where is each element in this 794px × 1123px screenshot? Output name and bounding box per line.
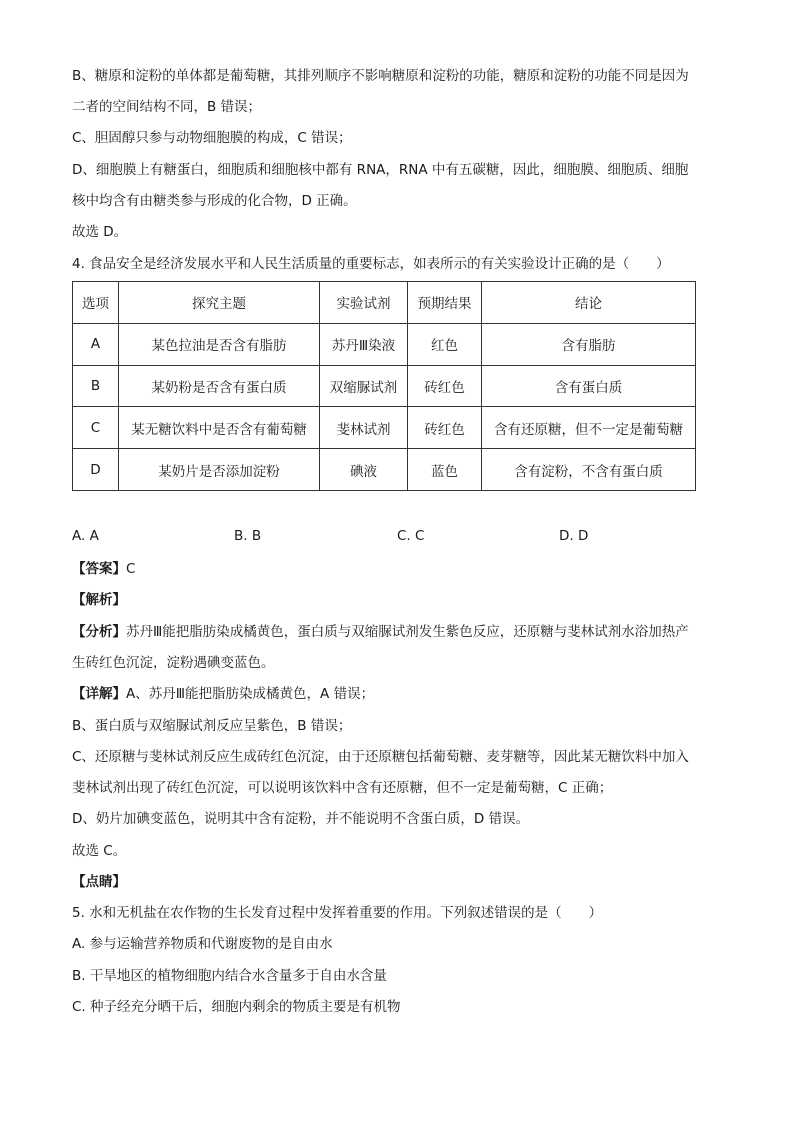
cell-result: 砖红色 bbox=[408, 407, 482, 449]
cell-result: 砖红色 bbox=[408, 365, 482, 407]
experiment-table bbox=[72, 281, 696, 491]
explanation-c-line: C、胆固醇只参与动物细胞膜的构成，C 错误； bbox=[72, 130, 352, 146]
explanation-d-line-2: 核中均含有由糖类参与形成的化合物，D 正确。 bbox=[72, 193, 357, 209]
cell-topic: 某无糖饮料中是否含有葡萄糖 bbox=[119, 407, 320, 449]
explanation-b-line-2: 二者的空间结构不同，B 错误； bbox=[72, 99, 262, 115]
table-row bbox=[73, 365, 696, 407]
question-5-option-b: B. 干旱地区的植物细胞内结合水含量多于自由水含量 bbox=[72, 968, 387, 984]
cell-topic: 某色拉油是否含有脂肪 bbox=[119, 323, 320, 365]
question-4-stem: 4. 食品安全是经济发展水平和人民生活质量的重要标志，如表所示的有关实验设计正确的是（ ） bbox=[72, 256, 670, 272]
fenxi-line-1 bbox=[72, 622, 689, 642]
explanation-b-line-1: B、糖原和淀粉的单体都是葡萄糖，其排列顺序不影响糖原和淀粉的功能，糖原和淀粉的功能不同是因为 bbox=[72, 68, 689, 84]
cell-option: B bbox=[73, 365, 119, 407]
cell-conclusion: 含有脂肪 bbox=[482, 323, 696, 365]
fenxi-tag: 【分析】 bbox=[72, 624, 126, 640]
xiangjie-line-b: B、蛋白质与双缩脲试剂反应呈紫色，B 错误； bbox=[72, 718, 352, 734]
header-reagent: 实验试剂 bbox=[320, 282, 408, 324]
option-b: B. B bbox=[234, 528, 262, 544]
cell-option: A bbox=[73, 323, 119, 365]
cell-result: 蓝色 bbox=[408, 449, 482, 491]
cell-option: D bbox=[73, 449, 119, 491]
question-4-conclusion: 故选 C。 bbox=[72, 843, 127, 859]
cell-reagent: 双缩脲试剂 bbox=[320, 365, 408, 407]
analysis-tag: 【解析】 bbox=[72, 592, 126, 608]
fenxi-text-1: 苏丹Ⅲ能把脂肪染成橘黄色，蛋白质与双缩脲试剂发生紫色反应，还原糖与斐林试剂水浴加热产 bbox=[126, 624, 689, 640]
cell-topic: 某奶粉是否含有蛋白质 bbox=[119, 365, 320, 407]
answer-value: C bbox=[126, 561, 136, 577]
dianjing-tag: 【点睛】 bbox=[72, 874, 126, 890]
cell-option: C bbox=[73, 407, 119, 449]
header-topic: 探究主题 bbox=[119, 282, 320, 324]
question-5-option-a: A. 参与运输营养物质和代谢废物的是自由水 bbox=[72, 936, 333, 952]
table-row bbox=[73, 449, 696, 491]
question-5-option-c: C. 种子经充分晒干后，细胞内剩余的物质主要是有机物 bbox=[72, 999, 401, 1015]
xiangjie-tag: 【详解】 bbox=[72, 686, 126, 702]
option-d: D. D bbox=[559, 528, 589, 544]
cell-conclusion: 含有还原糖，但不一定是葡萄糖 bbox=[482, 407, 696, 449]
explanation-conclusion: 故选 D。 bbox=[72, 224, 128, 240]
cell-reagent: 苏丹Ⅲ染液 bbox=[320, 323, 408, 365]
answer-line bbox=[72, 559, 135, 579]
table-header-row bbox=[73, 282, 696, 324]
cell-topic: 某奶片是否添加淀粉 bbox=[119, 449, 320, 491]
cell-reagent: 碘液 bbox=[320, 449, 408, 491]
xiangjie-line-d: D、奶片加碘变蓝色，说明其中含有淀粉，并不能说明不含蛋白质，D 错误。 bbox=[72, 811, 530, 827]
explanation-d-line-1: D、细胞膜上有糖蛋白，细胞质和细胞核中都有 RNA，RNA 中有五碳糖，因此，细胞膜、细胞质、细胞 bbox=[72, 162, 689, 178]
option-c: C. C bbox=[397, 528, 425, 544]
header-conclusion: 结论 bbox=[482, 282, 696, 324]
table-row bbox=[73, 323, 696, 365]
xiangjie-text-a: A、苏丹Ⅲ能把脂肪染成橘黄色，A 错误； bbox=[126, 686, 375, 702]
question-4-options bbox=[72, 528, 722, 548]
cell-conclusion: 含有蛋白质 bbox=[482, 365, 696, 407]
question-5-stem: 5. 水和无机盐在农作物的生长发育过程中发挥着重要的作用。下列叙述错误的是（ ） bbox=[72, 905, 603, 921]
cell-result: 红色 bbox=[408, 323, 482, 365]
answer-tag: 【答案】 bbox=[72, 561, 126, 577]
cell-conclusion: 含有淀粉，不含有蛋白质 bbox=[482, 449, 696, 491]
header-option: 选项 bbox=[73, 282, 119, 324]
xiangjie-line-c-1: C、还原糖与斐林试剂反应生成砖红色沉淀，由于还原糖包括葡萄糖、麦芽糖等，因此某无糖饮料中加入 bbox=[72, 749, 689, 765]
table-row bbox=[73, 407, 696, 449]
cell-reagent: 斐林试剂 bbox=[320, 407, 408, 449]
xiangjie-line-a bbox=[72, 684, 374, 704]
option-a: A. A bbox=[72, 528, 99, 544]
header-expected-result: 预期结果 bbox=[408, 282, 482, 324]
fenxi-line-2: 生砖红色沉淀，淀粉遇碘变蓝色。 bbox=[72, 655, 275, 671]
xiangjie-line-c-2: 斐林试剂出现了砖红色沉淀，可以说明该饮料中含有还原糖，但不一定是葡萄糖，C 正确； bbox=[72, 780, 613, 796]
